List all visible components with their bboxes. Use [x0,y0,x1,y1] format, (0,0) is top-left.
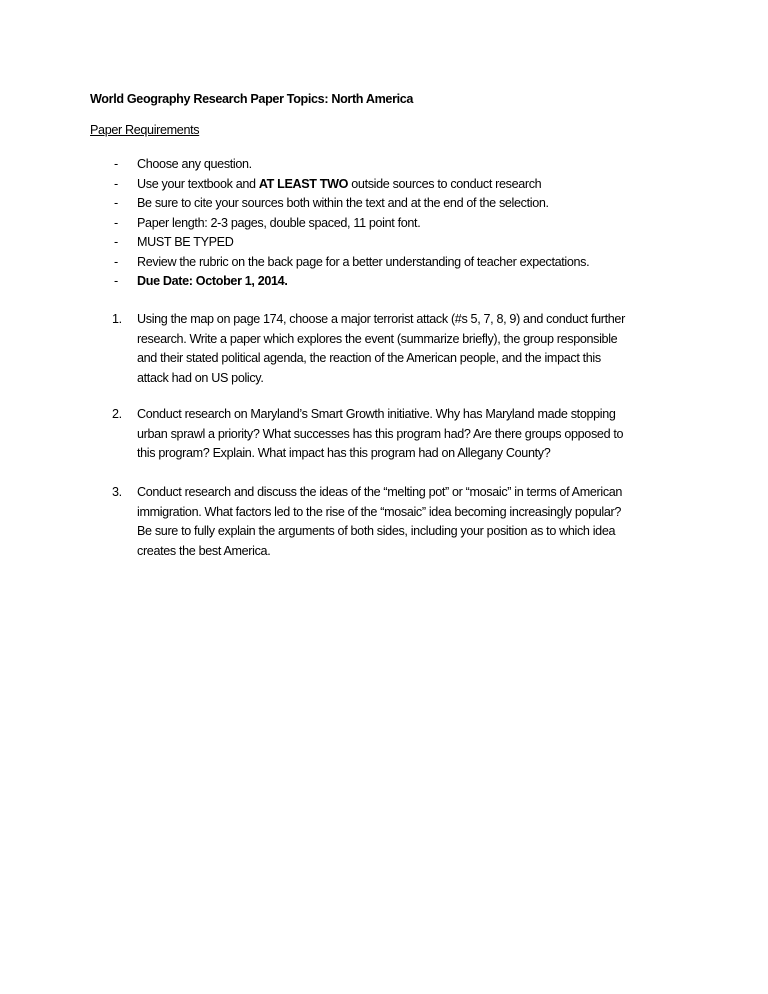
requirement-text-plain: Paper length: 2-3 pages, double spaced, 11 point font. [137,215,421,230]
requirement-text-plain: Choose any question. [137,157,252,171]
due-date-text: Due Date: October 1, 2014. [137,274,288,288]
list-dash: - [114,215,118,230]
question-line: this program? Explain. What impact has this program had on Allegany County? [137,446,551,460]
question-line: attack had on US policy. [137,370,264,385]
list-dash: - [114,254,118,269]
question-line: Using the map on page 174, choose a major terrorist attack (#s 5, 7, 8, 9) and conduct further [137,312,625,326]
requirement-text [137,253,589,273]
requirement-text [137,194,549,214]
question-text [137,405,677,464]
question-text [137,310,677,388]
requirement-text [137,233,233,253]
question-line: and their stated political agenda, the reaction of the American people, and the impact this [137,351,601,365]
question-line: urban sprawl a priority? What successes has this program had? Are there groups opposed to [137,426,624,441]
section-heading-paper-requirements: Paper Requirements [90,123,200,137]
list-dash: - [114,235,118,249]
requirement-text [137,214,420,234]
list-dash: - [114,176,118,191]
question-line: Conduct research and discuss the ideas of the “melting pot” or “mosaic” in terms of American [137,485,623,499]
requirement-text-post: outside sources to conduct research [348,176,542,191]
question-line: immigration. What factors led to the rise of the “mosaic” idea becoming increasingly popular? [137,504,622,519]
question-text [137,483,677,561]
question-number: 3. [112,485,122,499]
list-dash: - [114,157,118,171]
requirement-text [137,175,541,195]
page-title: World Geography Research Paper Topics: North America [90,92,414,106]
requirement-text-bold: AT LEAST TWO [258,176,349,191]
question-number: 2. [112,407,122,421]
requirement-text [137,272,287,292]
question-line: creates the best America. [137,543,271,558]
question-line: Conduct research on Maryland’s Smart Growth initiative. Why has Maryland made stopping [137,407,616,421]
requirement-text [137,155,252,175]
requirement-text-plain: Be sure to cite your sources both within the text and at the end of the selection. [137,196,549,210]
requirement-text-plain: Review the rubric on the back page for a better understanding of teacher expectations. [137,254,590,269]
question-line: research. Write a paper which explores the event (summarize briefly), the group responsible [137,331,618,346]
requirement-text-plain: MUST BE TYPED [137,235,234,249]
question-line: Be sure to fully explain the arguments of both sides, including your position as to which idea [137,524,616,538]
requirement-text-pre: Use your textbook and [137,176,259,191]
question-number: 1. [112,312,122,326]
list-dash: - [114,196,118,210]
list-dash: - [114,274,118,288]
